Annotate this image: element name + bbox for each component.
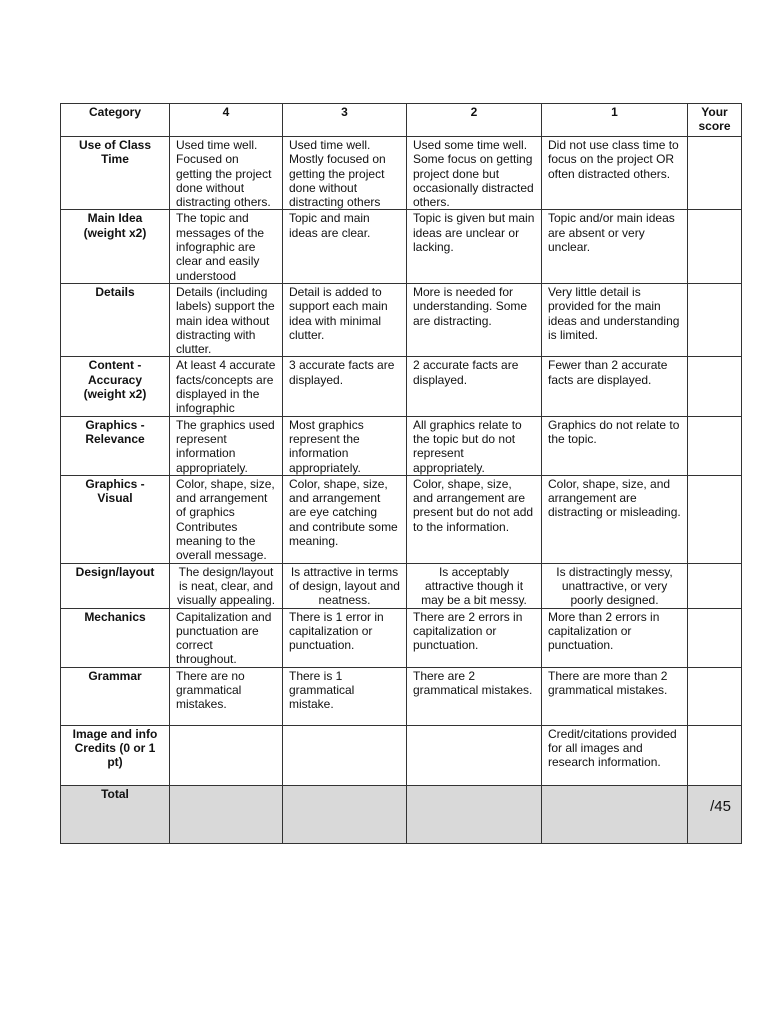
- criterion-1: Fewer than 2 accurate facts are displayed.: [542, 357, 688, 416]
- criterion-4: Color, shape, size, and arrangement of graphics Contributes meaning to the overall message.: [170, 475, 283, 563]
- table-row: [61, 357, 742, 416]
- criterion-3: 3 accurate facts are displayed.: [283, 357, 407, 416]
- score-cell[interactable]: [688, 475, 742, 563]
- table-row: [61, 475, 742, 563]
- score-cell[interactable]: [688, 416, 742, 475]
- row-category: Graphics - Visual: [61, 475, 170, 563]
- table-row: [61, 563, 742, 608]
- total-score-cell[interactable]: [688, 785, 742, 843]
- table-row: [61, 667, 742, 725]
- criterion-3: [283, 725, 407, 785]
- header-category: Category: [61, 104, 170, 137]
- criterion-4: There are no grammatical mistakes.: [170, 667, 283, 725]
- criterion-3: Detail is added to support each main idea with minimal clutter.: [283, 283, 407, 356]
- total-score-value: /45: [710, 797, 731, 815]
- table-row: [61, 210, 742, 283]
- row-category: Graphics - Relevance: [61, 416, 170, 475]
- criterion-1: Is distractingly messy, unattractive, or very poorly designed.: [542, 563, 688, 608]
- criterion-4: Used time well. Focused on getting the project done without distracting others.: [170, 137, 283, 210]
- criterion-4: Details (including labels) support the main idea without distracting with clutter.: [170, 283, 283, 356]
- header-your-score: Your score: [688, 104, 742, 137]
- header-row: [61, 104, 742, 137]
- table-row: [61, 725, 742, 785]
- score-cell[interactable]: [688, 725, 742, 785]
- table-row: [61, 283, 742, 356]
- criterion-1: There are more than 2 grammatical mistakes.: [542, 667, 688, 725]
- criterion-1: Color, shape, size, and arrangement are distracting or misleading.: [542, 475, 688, 563]
- criterion-2: Color, shape, size, and arrangement are present but do not add to the information.: [407, 475, 542, 563]
- criterion-4: [170, 725, 283, 785]
- criterion-2: All graphics relate to the topic but do not represent appropriately.: [407, 416, 542, 475]
- criterion-3: Color, shape, size, and arrangement are eye catching and contribute some meaning.: [283, 475, 407, 563]
- criterion-4: The design/layout is neat, clear, and visually appealing.: [170, 563, 283, 608]
- criterion-3: Most graphics represent the information appropriately.: [283, 416, 407, 475]
- criterion-4: The topic and messages of the infographic are clear and easily understood: [170, 210, 283, 283]
- total-cell-empty: [283, 785, 407, 843]
- score-cell[interactable]: [688, 357, 742, 416]
- criterion-4: The graphics used represent information appropriately.: [170, 416, 283, 475]
- table-row: [61, 416, 742, 475]
- criterion-3: Topic and main ideas are clear.: [283, 210, 407, 283]
- criterion-2: More is needed for understanding. Some are distracting.: [407, 283, 542, 356]
- criterion-2: Topic is given but main ideas are unclear or lacking.: [407, 210, 542, 283]
- row-category: Details: [61, 283, 170, 356]
- criterion-1: Credit/citations provided for all images and research information.: [542, 725, 688, 785]
- criterion-2: There are 2 errors in capitalization or punctuation.: [407, 608, 542, 667]
- criterion-1: Very little detail is provided for the main ideas and understanding is limited.: [542, 283, 688, 356]
- criterion-3: There is 1 grammatical mistake.: [283, 667, 407, 725]
- score-cell[interactable]: [688, 563, 742, 608]
- header-score-1: 1: [542, 104, 688, 137]
- total-cell-empty: [170, 785, 283, 843]
- criterion-2: Is acceptably attractive though it may be a bit messy.: [407, 563, 542, 608]
- criterion-3: Used time well. Mostly focused on getting the project done without distracting others: [283, 137, 407, 210]
- header-score-3: 3: [283, 104, 407, 137]
- row-category: Image and info Credits (0 or 1 pt): [61, 725, 170, 785]
- row-category: Content - Accuracy (weight x2): [61, 357, 170, 416]
- criterion-1: Did not use class time to focus on the project OR often distracted others.: [542, 137, 688, 210]
- score-cell[interactable]: [688, 283, 742, 356]
- score-cell[interactable]: [688, 210, 742, 283]
- table-row: [61, 137, 742, 210]
- criterion-2: There are 2 grammatical mistakes.: [407, 667, 542, 725]
- row-category: Main Idea (weight x2): [61, 210, 170, 283]
- criterion-1: More than 2 errors in capitalization or punctuation.: [542, 608, 688, 667]
- table-row: [61, 608, 742, 667]
- row-category: Use of Class Time: [61, 137, 170, 210]
- total-label: Total: [61, 785, 170, 843]
- criterion-2: 2 accurate facts are displayed.: [407, 357, 542, 416]
- criterion-2: [407, 725, 542, 785]
- score-cell[interactable]: [688, 608, 742, 667]
- criterion-3: There is 1 error in capitalization or punctuation.: [283, 608, 407, 667]
- total-cell-empty: [542, 785, 688, 843]
- row-category: Design/layout: [61, 563, 170, 608]
- row-category: Mechanics: [61, 608, 170, 667]
- criterion-1: Graphics do not relate to the topic.: [542, 416, 688, 475]
- criterion-4: At least 4 accurate facts/concepts are displayed in the infographic: [170, 357, 283, 416]
- criterion-4: Capitalization and punctuation are correct throughout.: [170, 608, 283, 667]
- criterion-1: Topic and/or main ideas are absent or very unclear.: [542, 210, 688, 283]
- header-score-4: 4: [170, 104, 283, 137]
- criterion-3: Is attractive in terms of design, layout and neatness.: [283, 563, 407, 608]
- score-cell[interactable]: [688, 137, 742, 210]
- row-category: Grammar: [61, 667, 170, 725]
- header-score-2: 2: [407, 104, 542, 137]
- total-row: [61, 785, 742, 843]
- criterion-2: Used some time well. Some focus on getting project done but occasionally distracted others.: [407, 137, 542, 210]
- score-cell[interactable]: [688, 667, 742, 725]
- total-cell-empty: [407, 785, 542, 843]
- rubric-table: [60, 103, 742, 844]
